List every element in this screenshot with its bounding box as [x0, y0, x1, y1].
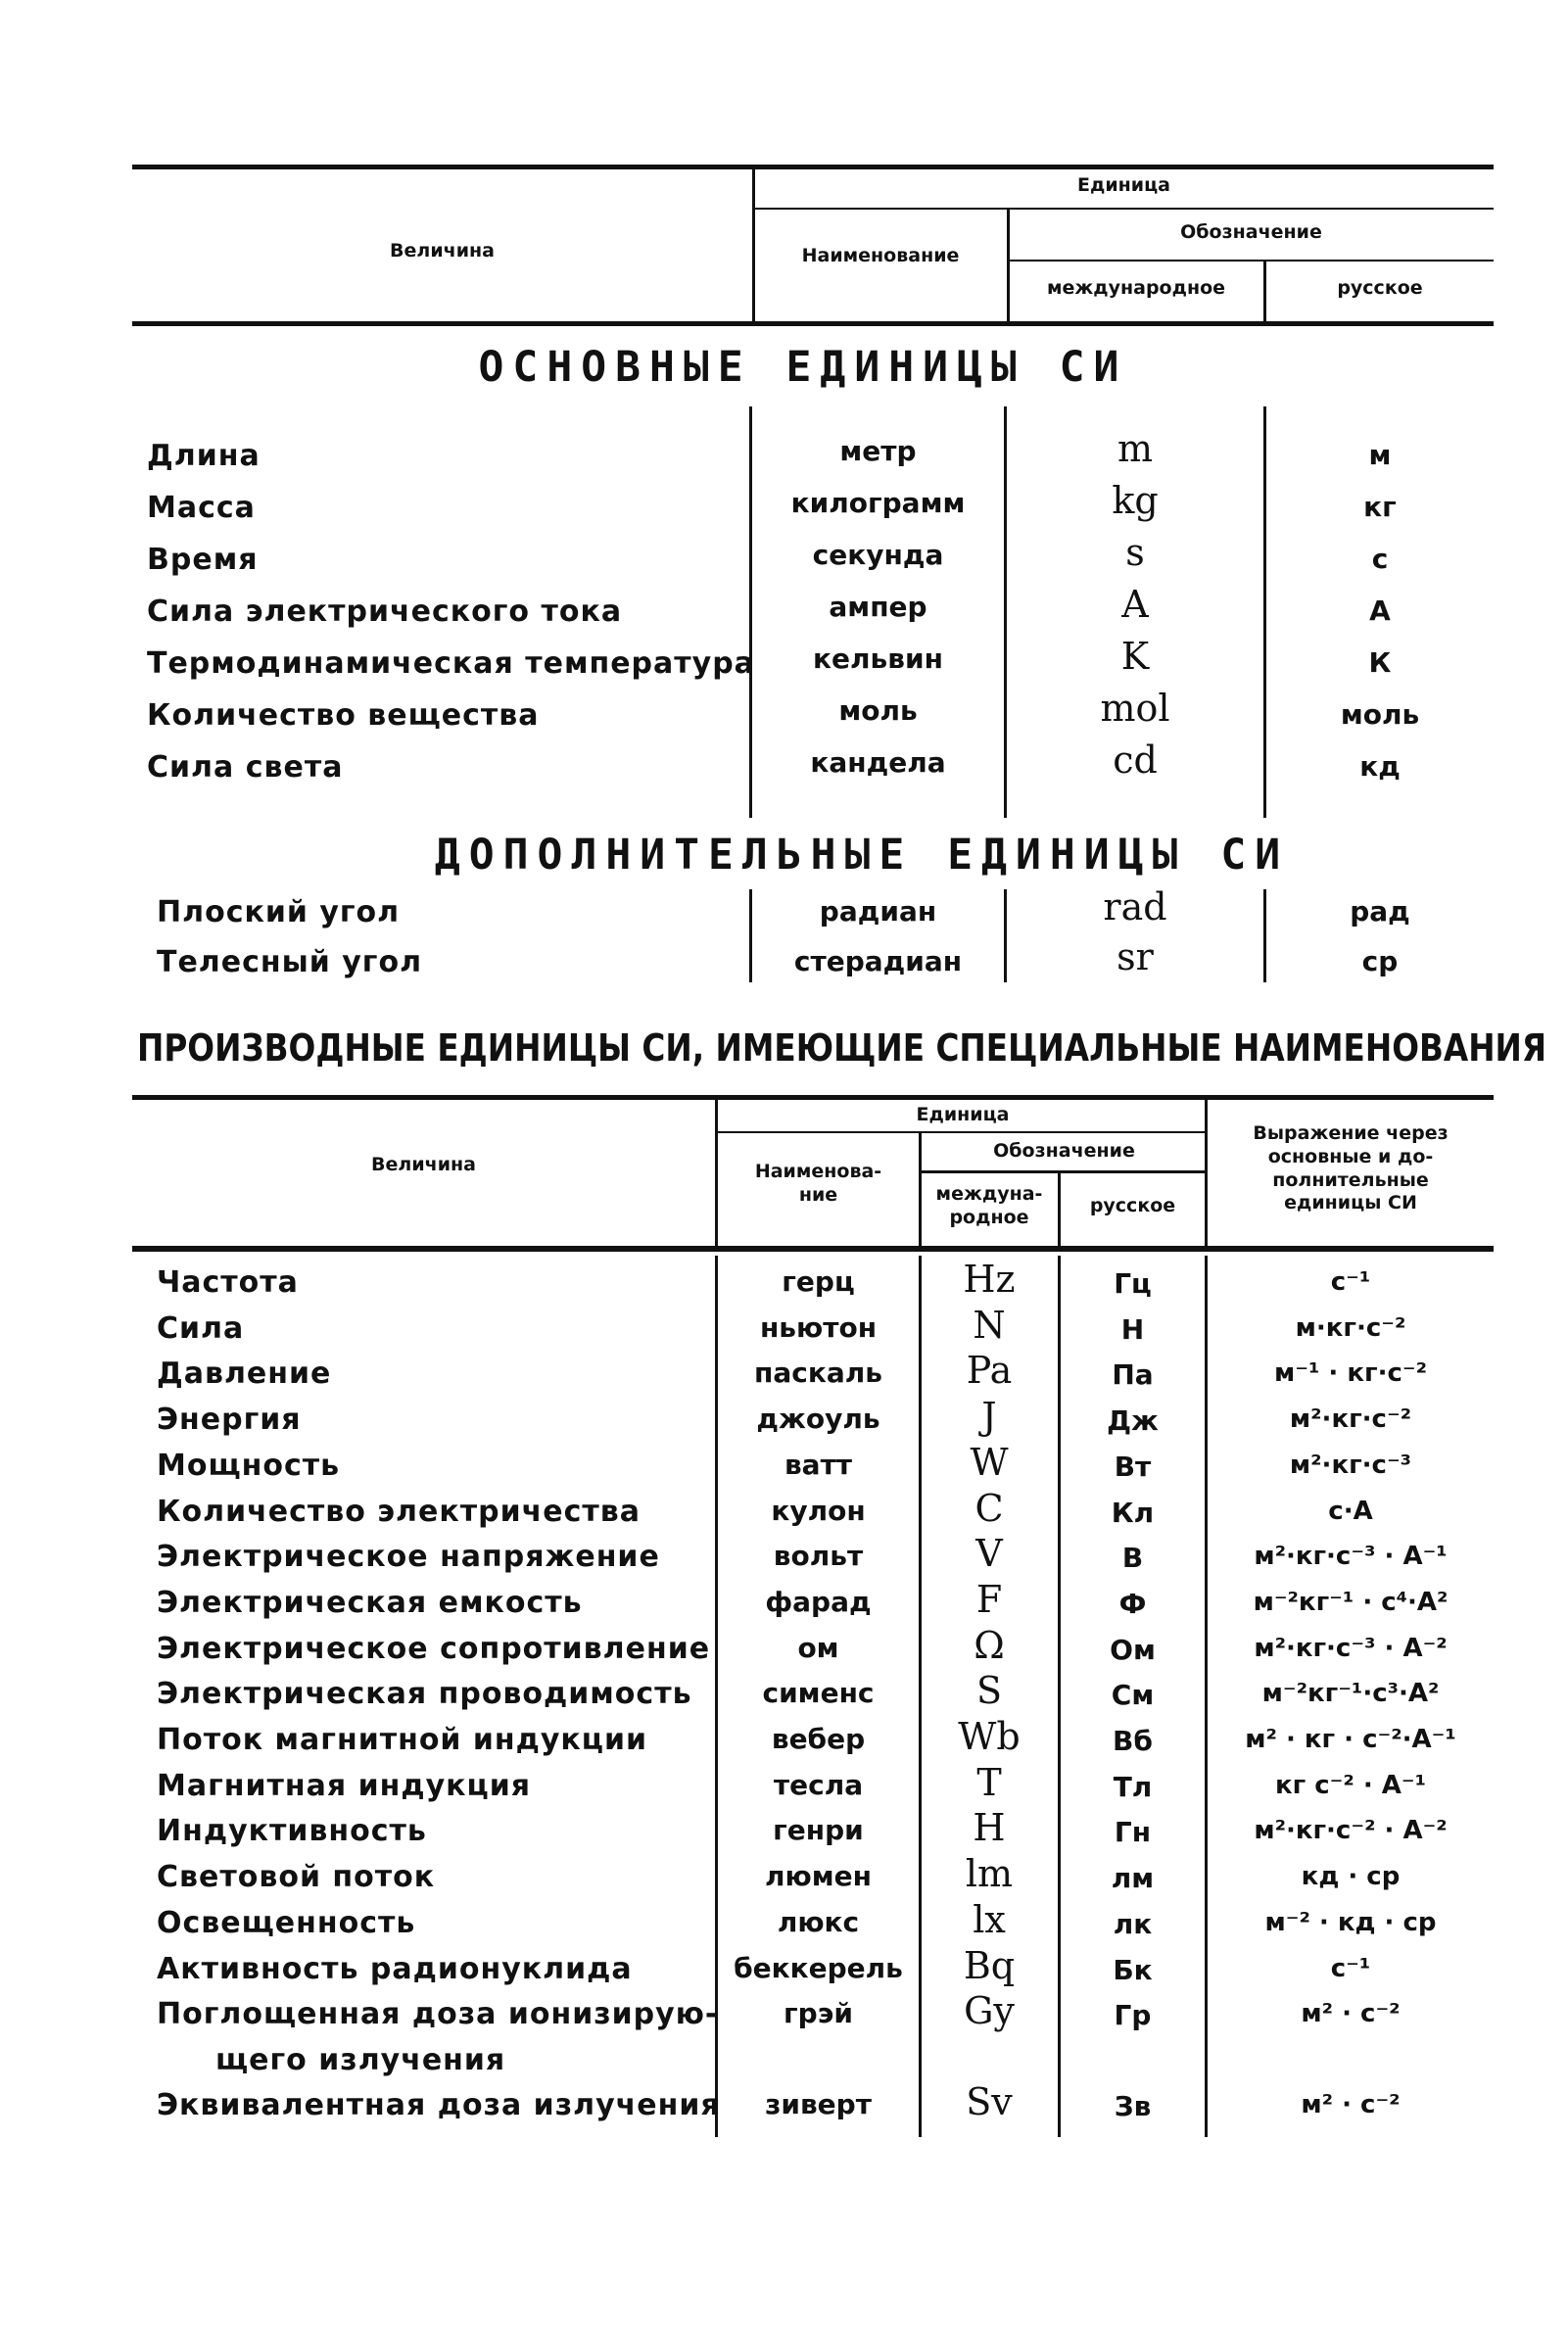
- unit-name-cell: тесла: [773, 1769, 864, 1801]
- quantity-cell: Энергия: [157, 1403, 302, 1437]
- quantity-cell-continuation: щего излучения: [215, 2043, 506, 2077]
- header-unit: Единица: [1077, 174, 1170, 196]
- ru-symbol-cell: рад: [1350, 895, 1410, 928]
- unit-name-cell: паскаль: [754, 1356, 882, 1389]
- intl-symbol-cell: T: [976, 1761, 1002, 1804]
- quantity-cell: Поток магнитной индукции: [157, 1723, 648, 1757]
- quantity-cell: Время: [147, 543, 259, 577]
- quantity-cell: Количество вещества: [147, 698, 540, 733]
- header-name: Наименование: [801, 245, 960, 266]
- unit-name-cell: стерадиан: [793, 945, 963, 977]
- ru-symbol-cell: лм: [1111, 1862, 1155, 1894]
- expression-cell: кд · ср: [1301, 1862, 1401, 1891]
- rule: [132, 1095, 1494, 1100]
- unit-name-cell: радиан: [819, 895, 937, 928]
- rule: [132, 321, 1494, 326]
- quantity-cell: Активность радионуклида: [157, 1952, 633, 1986]
- expression-cell: м⁻² · кд · ср: [1264, 1908, 1437, 1937]
- header-russian: русское: [1337, 277, 1423, 299]
- quantity-cell: Индуктивность: [157, 1814, 427, 1848]
- expression-cell: м²·кг·с⁻²: [1289, 1404, 1412, 1434]
- ru-symbol-cell: Гн: [1114, 1816, 1152, 1848]
- ru-symbol-cell: Зв: [1114, 2090, 1152, 2122]
- expression-cell: м² · кг · с⁻²·А⁻¹: [1245, 1725, 1456, 1754]
- quantity-cell: Освещенность: [157, 1906, 416, 1940]
- unit-name-cell: ватт: [784, 1449, 853, 1481]
- quantity-cell: Электрическая проводимость: [157, 1677, 692, 1711]
- intl-symbol-cell: Ω: [974, 1624, 1005, 1667]
- intl-symbol-cell: m: [1117, 427, 1154, 470]
- intl-symbol-cell: Gy: [964, 1989, 1015, 2032]
- ru-symbol-cell: См: [1111, 1679, 1155, 1711]
- header-russian: русское: [1089, 1195, 1176, 1216]
- intl-symbol-cell: lm: [965, 1852, 1014, 1895]
- intl-symbol-cell: S: [975, 1669, 1003, 1712]
- expression-cell: м² · с⁻²: [1301, 2090, 1401, 2119]
- ru-symbol-cell: Вт: [1114, 1451, 1152, 1483]
- quantity-cell: Количество электричества: [157, 1495, 641, 1529]
- ru-symbol-cell: лк: [1113, 1908, 1153, 1940]
- unit-name-cell: моль: [838, 694, 918, 727]
- unit-name-cell: ампер: [829, 591, 927, 623]
- quantity-cell: Мощность: [157, 1449, 341, 1483]
- expression-cell: м² · с⁻²: [1301, 1999, 1401, 2028]
- intl-symbol-cell: kg: [1112, 479, 1159, 522]
- ru-symbol-cell: с: [1371, 543, 1389, 575]
- table2-title: ПРОИЗВОДНЫЕ ЕДИНИЦЫ СИ, ИМЕЮЩИЕ СПЕЦИАЛЬНЫЕ НАИМЕНОВАНИЯ: [137, 1026, 1547, 1070]
- header-name-line: ние: [798, 1183, 838, 1206]
- header-expr-line: Выражение через: [1253, 1122, 1449, 1144]
- expression-cell: м⁻²кг⁻¹·с³·А²: [1261, 1679, 1440, 1708]
- intl-symbol-cell: K: [1120, 635, 1150, 678]
- section-basic-title: ОСНОВНЫЕ ЕДИНИЦЫ СИ: [478, 343, 1128, 392]
- header-intl-line: междуна-: [935, 1183, 1043, 1205]
- quantity-cell: Масса: [147, 491, 256, 525]
- ru-symbol-cell: кд: [1359, 750, 1401, 783]
- unit-name-cell: зиверт: [765, 2088, 872, 2120]
- intl-symbol-cell: V: [975, 1532, 1003, 1575]
- header-international: международное: [1046, 277, 1226, 299]
- unit-name-cell: фарад: [765, 1586, 872, 1618]
- header-expr-line: полнительные: [1272, 1168, 1429, 1191]
- unit-name-cell: вольт: [773, 1540, 864, 1572]
- quantity-cell: Электрическое напряжение: [157, 1540, 660, 1574]
- unit-name-cell: кельвин: [813, 642, 943, 675]
- expression-cell: м²·кг·с⁻³ · А⁻¹: [1254, 1542, 1448, 1571]
- expression-cell: кг с⁻² · А⁻¹: [1274, 1771, 1427, 1800]
- header-expression: [1208, 1122, 1494, 1215]
- unit-name-cell: ньютон: [759, 1311, 878, 1344]
- unit-name-cell: кандела: [810, 746, 946, 779]
- unit-name-cell: кулон: [771, 1495, 866, 1527]
- ru-symbol-cell: Гц: [1114, 1267, 1152, 1300]
- header-intl-line: родное: [949, 1206, 1029, 1228]
- rule: [718, 1131, 1208, 1133]
- ru-symbol-cell: Кл: [1111, 1497, 1155, 1529]
- rule: [754, 208, 1494, 210]
- expression-cell: м²·кг·с⁻² · А⁻²: [1254, 1816, 1448, 1845]
- ru-symbol-cell: А: [1369, 595, 1391, 627]
- quantity-cell: Сила: [157, 1311, 245, 1346]
- quantity-cell: Давление: [157, 1356, 332, 1391]
- header-name: [718, 1161, 919, 1208]
- ru-symbol-cell: Ом: [1110, 1634, 1156, 1666]
- intl-symbol-cell: Bq: [963, 1944, 1016, 1987]
- header-expr-line: единицы СИ: [1284, 1192, 1417, 1214]
- expression-cell: с·А: [1328, 1497, 1373, 1526]
- header-designation: Обозначение: [1180, 221, 1322, 243]
- unit-name-cell: вебер: [771, 1723, 866, 1755]
- quantity-cell: Сила электрического тока: [147, 595, 623, 629]
- unit-name-cell: беккерель: [734, 1952, 903, 1984]
- unit-name-cell: сименс: [762, 1677, 875, 1709]
- ru-symbol-cell: Тл: [1113, 1771, 1153, 1803]
- unit-name-cell: джоуль: [756, 1403, 880, 1435]
- expression-cell: с⁻¹: [1330, 1954, 1371, 1983]
- header-designation: Обозначение: [993, 1140, 1135, 1162]
- unit-name-cell: метр: [839, 435, 917, 467]
- intl-symbol-cell: A: [1121, 583, 1149, 626]
- header-quantity: Величина: [371, 1154, 476, 1175]
- unit-name-cell: генри: [773, 1814, 864, 1846]
- expression-cell: м²·кг·с⁻³ · А⁻²: [1254, 1634, 1448, 1663]
- expression-cell: м⁻²кг⁻¹ · с⁴·А²: [1253, 1588, 1449, 1617]
- header-name-line: Наименова-: [754, 1161, 882, 1182]
- quantity-cell: Длина: [147, 439, 261, 473]
- rule: [1009, 260, 1494, 262]
- intl-symbol-cell: lx: [973, 1898, 1006, 1941]
- quantity-cell: Электрическое сопротивление: [157, 1632, 711, 1666]
- ru-symbol-cell: моль: [1340, 698, 1420, 731]
- intl-symbol-cell: sr: [1117, 935, 1154, 978]
- intl-symbol-cell: F: [975, 1578, 1003, 1621]
- quantity-cell: Телесный угол: [157, 945, 423, 979]
- intl-symbol-cell: Sv: [966, 2080, 1013, 2123]
- ru-symbol-cell: Ф: [1118, 1588, 1147, 1620]
- expression-cell: с⁻¹: [1330, 1267, 1371, 1297]
- unit-name-cell: грэй: [784, 1997, 853, 2029]
- ru-symbol-cell: В: [1121, 1542, 1144, 1574]
- ru-symbol-cell: Н: [1120, 1313, 1145, 1346]
- intl-symbol-cell: Wb: [958, 1715, 1021, 1758]
- expression-cell: м⁻¹ · кг·с⁻²: [1274, 1358, 1427, 1388]
- ru-symbol-cell: Бк: [1113, 1954, 1153, 1986]
- quantity-cell: Поглощенная доза ионизирую-: [157, 1997, 719, 2031]
- quantity-cell: Магнитная индукция: [157, 1769, 531, 1803]
- header-unit: Единица: [916, 1104, 1010, 1125]
- intl-symbol-cell: s: [1125, 531, 1145, 574]
- intl-symbol-cell: N: [973, 1304, 1006, 1347]
- quantity-cell: Эквивалентная доза излучения: [157, 2088, 721, 2122]
- intl-symbol-cell: J: [981, 1395, 997, 1438]
- unit-name-cell: ом: [797, 1632, 839, 1664]
- intl-symbol-cell: rad: [1103, 885, 1167, 928]
- ru-symbol-cell: Вб: [1113, 1725, 1153, 1757]
- intl-symbol-cell: Hz: [963, 1258, 1016, 1301]
- intl-symbol-cell: C: [974, 1487, 1004, 1530]
- quantity-cell: Плоский угол: [157, 895, 401, 929]
- expression-cell: м·кг·с⁻²: [1295, 1313, 1406, 1343]
- quantity-cell: Световой поток: [157, 1860, 436, 1894]
- intl-symbol-cell: H: [973, 1806, 1006, 1849]
- unit-name-cell: герц: [782, 1265, 855, 1298]
- unit-name-cell: люмен: [765, 1860, 872, 1892]
- quantity-cell: Сила света: [147, 750, 344, 785]
- header-international: [921, 1183, 1058, 1230]
- header-quantity: Величина: [390, 240, 495, 262]
- intl-symbol-cell: mol: [1100, 687, 1170, 730]
- intl-symbol-cell: cd: [1113, 738, 1158, 782]
- ru-symbol-cell: Дж: [1107, 1404, 1159, 1437]
- ru-symbol-cell: Па: [1112, 1358, 1154, 1391]
- ru-symbol-cell: м: [1368, 439, 1392, 471]
- section-supplementary-title: ДОПОЛНИТЕЛЬНЫЕ ЕДИНИЦЫ СИ: [434, 831, 1290, 880]
- intl-symbol-cell: W: [970, 1441, 1009, 1484]
- quantity-cell: Термодинамическая температура: [147, 646, 755, 681]
- ru-symbol-cell: Гр: [1114, 1999, 1152, 2031]
- quantity-cell: Электрическая емкость: [157, 1586, 583, 1620]
- unit-name-cell: люкс: [777, 1906, 860, 1938]
- ru-symbol-cell: К: [1368, 646, 1392, 679]
- ru-symbol-cell: ср: [1361, 945, 1399, 977]
- expression-cell: м²·кг·с⁻³: [1289, 1451, 1412, 1480]
- quantity-cell: Частота: [157, 1265, 299, 1300]
- ru-symbol-cell: кг: [1363, 491, 1397, 523]
- header-expr-line: основные и до-: [1267, 1145, 1434, 1167]
- unit-name-cell: килограмм: [790, 487, 966, 519]
- rule: [132, 1246, 1494, 1252]
- intl-symbol-cell: Pa: [966, 1349, 1013, 1392]
- rule: [132, 165, 1494, 169]
- rule: [921, 1170, 1208, 1173]
- unit-name-cell: секунда: [812, 539, 944, 571]
